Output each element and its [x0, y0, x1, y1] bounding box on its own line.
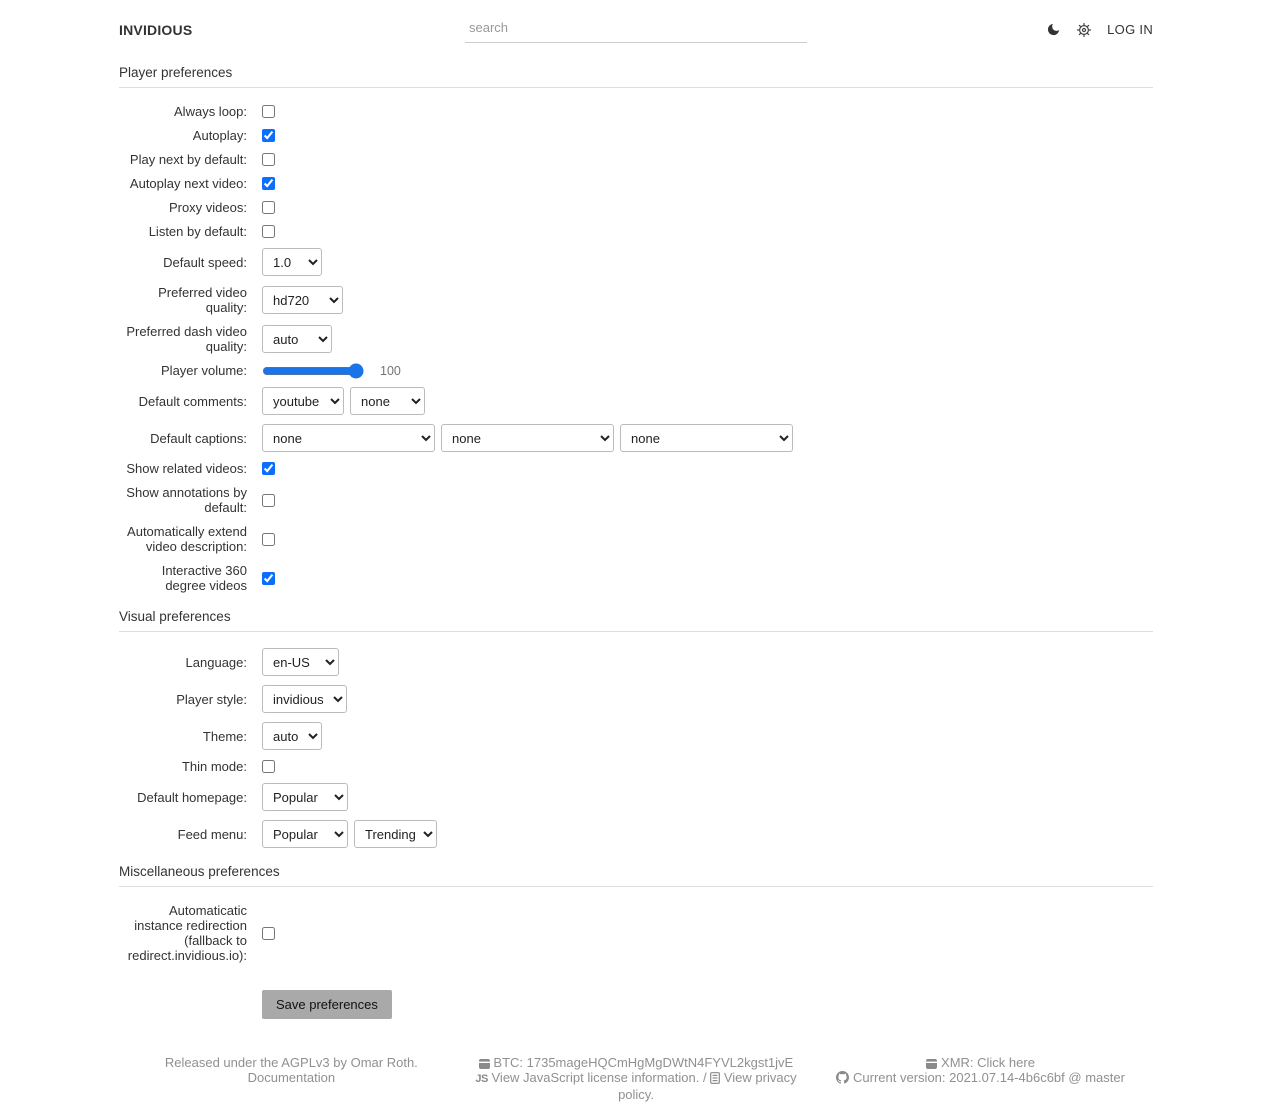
pref-label: Show annotations by default: [126, 485, 247, 515]
footer-license-column [119, 1055, 464, 1102]
pref-label: Default comments: [138, 393, 247, 409]
pref-row-autoplay [119, 128, 1153, 143]
pref-row-play-next [119, 152, 1153, 167]
checkbox-instance-redirect[interactable] [262, 927, 275, 940]
select-captions-2[interactable] [441, 424, 614, 452]
checkbox-autoplay-next[interactable] [262, 177, 275, 190]
login-link[interactable]: LOG IN [1107, 22, 1154, 37]
checkbox-360-videos[interactable] [262, 572, 275, 585]
checkbox-listen-default[interactable] [262, 225, 275, 238]
btc-address-text: BTC: 1735mageHQCmHgMgDWtN4FYVL2kgst1jvE [493, 1055, 794, 1070]
page [119, 0, 1153, 1120]
pref-label: Autoplay next video: [129, 176, 247, 191]
github-icon [836, 1071, 849, 1084]
pref-row-video-quality [119, 285, 1153, 315]
pref-row-instance-redirect [119, 903, 1153, 963]
moon-icon [1046, 22, 1061, 37]
pref-label: Player volume: [161, 363, 247, 378]
pref-label: Default speed: [163, 254, 247, 270]
select-feed-menu-2[interactable] [354, 820, 437, 848]
pref-row-dash-quality [119, 324, 1153, 354]
js-license-link[interactable]: View JavaScript license information. [491, 1070, 700, 1085]
top-navbar [119, 0, 1153, 49]
pref-row-homepage [119, 783, 1153, 811]
document-icon [710, 1072, 720, 1084]
pref-row-extend-description [119, 524, 1153, 554]
pref-row-theme [119, 722, 1153, 750]
select-video-quality[interactable] [262, 286, 343, 314]
pref-row-360-videos [119, 563, 1153, 593]
select-theme[interactable] [262, 722, 322, 750]
pref-label: Feed menu: [177, 826, 247, 842]
search-input[interactable] [465, 16, 807, 43]
pref-label: Automatically extend video description: [127, 524, 247, 554]
pref-label: Interactive 360 degree videos [161, 563, 247, 593]
pref-label: Autoplay: [192, 128, 247, 143]
documentation-link[interactable]: Documentation [247, 1070, 336, 1085]
player-volume-slider[interactable] [262, 364, 364, 378]
footer-donate-column [464, 1055, 809, 1102]
select-homepage[interactable] [262, 783, 348, 811]
pref-row-thin-mode [119, 759, 1153, 774]
pref-label: Preferred dash video quality: [126, 324, 247, 354]
section-misc-preferences [119, 864, 1153, 963]
pref-row-related-videos [119, 461, 1153, 476]
select-language[interactable] [262, 648, 339, 676]
checkbox-autoplay[interactable] [262, 129, 275, 142]
coin-icon [926, 1059, 937, 1069]
section-player-preferences [119, 65, 1153, 593]
pref-label: Thin mode: [181, 759, 247, 774]
pref-row-player-style [119, 685, 1153, 713]
checkbox-always-loop[interactable] [262, 105, 275, 118]
select-captions-1[interactable] [262, 424, 435, 452]
pref-row-autoplay-next [119, 176, 1153, 191]
gear-icon [1076, 22, 1092, 38]
navbar-left [119, 22, 464, 38]
checkbox-thin-mode[interactable] [262, 760, 275, 773]
select-dash-quality[interactable] [262, 325, 332, 353]
select-player-style[interactable] [262, 685, 347, 713]
select-comments-2[interactable] [350, 387, 425, 415]
pref-label: Preferred video quality: [158, 285, 247, 315]
brand-link[interactable]: INVIDIOUS [119, 21, 193, 38]
footer-version-column [808, 1055, 1153, 1102]
version-text: Current version: 2021.07.14-4b6c6bf @ master [853, 1070, 1125, 1085]
pref-label: Play next by default: [129, 152, 247, 167]
volume-value: 100 [380, 363, 401, 378]
pref-label: Show related videos: [126, 461, 247, 476]
pref-row-volume [119, 363, 1153, 378]
pref-row-listen-default [119, 224, 1153, 239]
pref-row-captions [119, 424, 1153, 452]
privacy-policy-link[interactable]: View privacy policy. [618, 1070, 797, 1102]
dark-mode-toggle[interactable] [1046, 22, 1061, 37]
pref-label: Proxy videos: [168, 200, 247, 215]
footer [119, 1055, 1153, 1120]
pref-row-proxy-videos [119, 200, 1153, 215]
select-comments-1[interactable] [262, 387, 344, 415]
pref-label: Automaticatic instance redirection (fallback to redirect.invidious.io): [127, 903, 247, 963]
footer-separator: / [702, 1070, 707, 1085]
pref-row-language [119, 648, 1153, 676]
section-title-player: Player preferences [119, 65, 1153, 88]
navbar-right [808, 22, 1153, 38]
checkbox-play-next[interactable] [262, 153, 275, 166]
javascript-icon: JS [475, 1073, 488, 1085]
pref-label: Theme: [202, 728, 247, 744]
section-title-visual: Visual preferences [119, 609, 1153, 632]
xmr-donate-link[interactable]: XMR: Click here [941, 1055, 1035, 1070]
footer-license-text: Released under the AGPLv3 by Omar Roth. [164, 1055, 418, 1070]
coin-icon [479, 1059, 490, 1069]
pref-label: Player style: [176, 691, 247, 707]
select-default-speed[interactable] [262, 248, 322, 276]
checkbox-related-videos[interactable] [262, 462, 275, 475]
pref-row-comments [119, 387, 1153, 415]
pref-row-always-loop [119, 104, 1153, 119]
section-title-misc: Miscellaneous preferences [119, 864, 1153, 887]
checkbox-annotations[interactable] [262, 494, 275, 507]
pref-label: Listen by default: [148, 224, 247, 239]
pref-row-default-speed [119, 248, 1153, 276]
pref-label: Default captions: [150, 430, 247, 446]
navbar-center [464, 16, 809, 43]
pref-label: Always loop: [174, 104, 247, 119]
pref-row-feed-menu [119, 820, 1153, 848]
preferences-button[interactable] [1076, 22, 1092, 38]
checkbox-proxy-videos[interactable] [262, 201, 275, 214]
save-preferences-button[interactable]: Save preferences [262, 990, 392, 1019]
pref-label: Language: [185, 654, 247, 670]
section-visual-preferences [119, 609, 1153, 848]
checkbox-extend-description[interactable] [262, 533, 275, 546]
select-feed-menu-1[interactable] [262, 820, 348, 848]
pref-label: Default homepage: [137, 789, 247, 805]
pref-row-annotations [119, 485, 1153, 515]
select-captions-3[interactable] [620, 424, 793, 452]
